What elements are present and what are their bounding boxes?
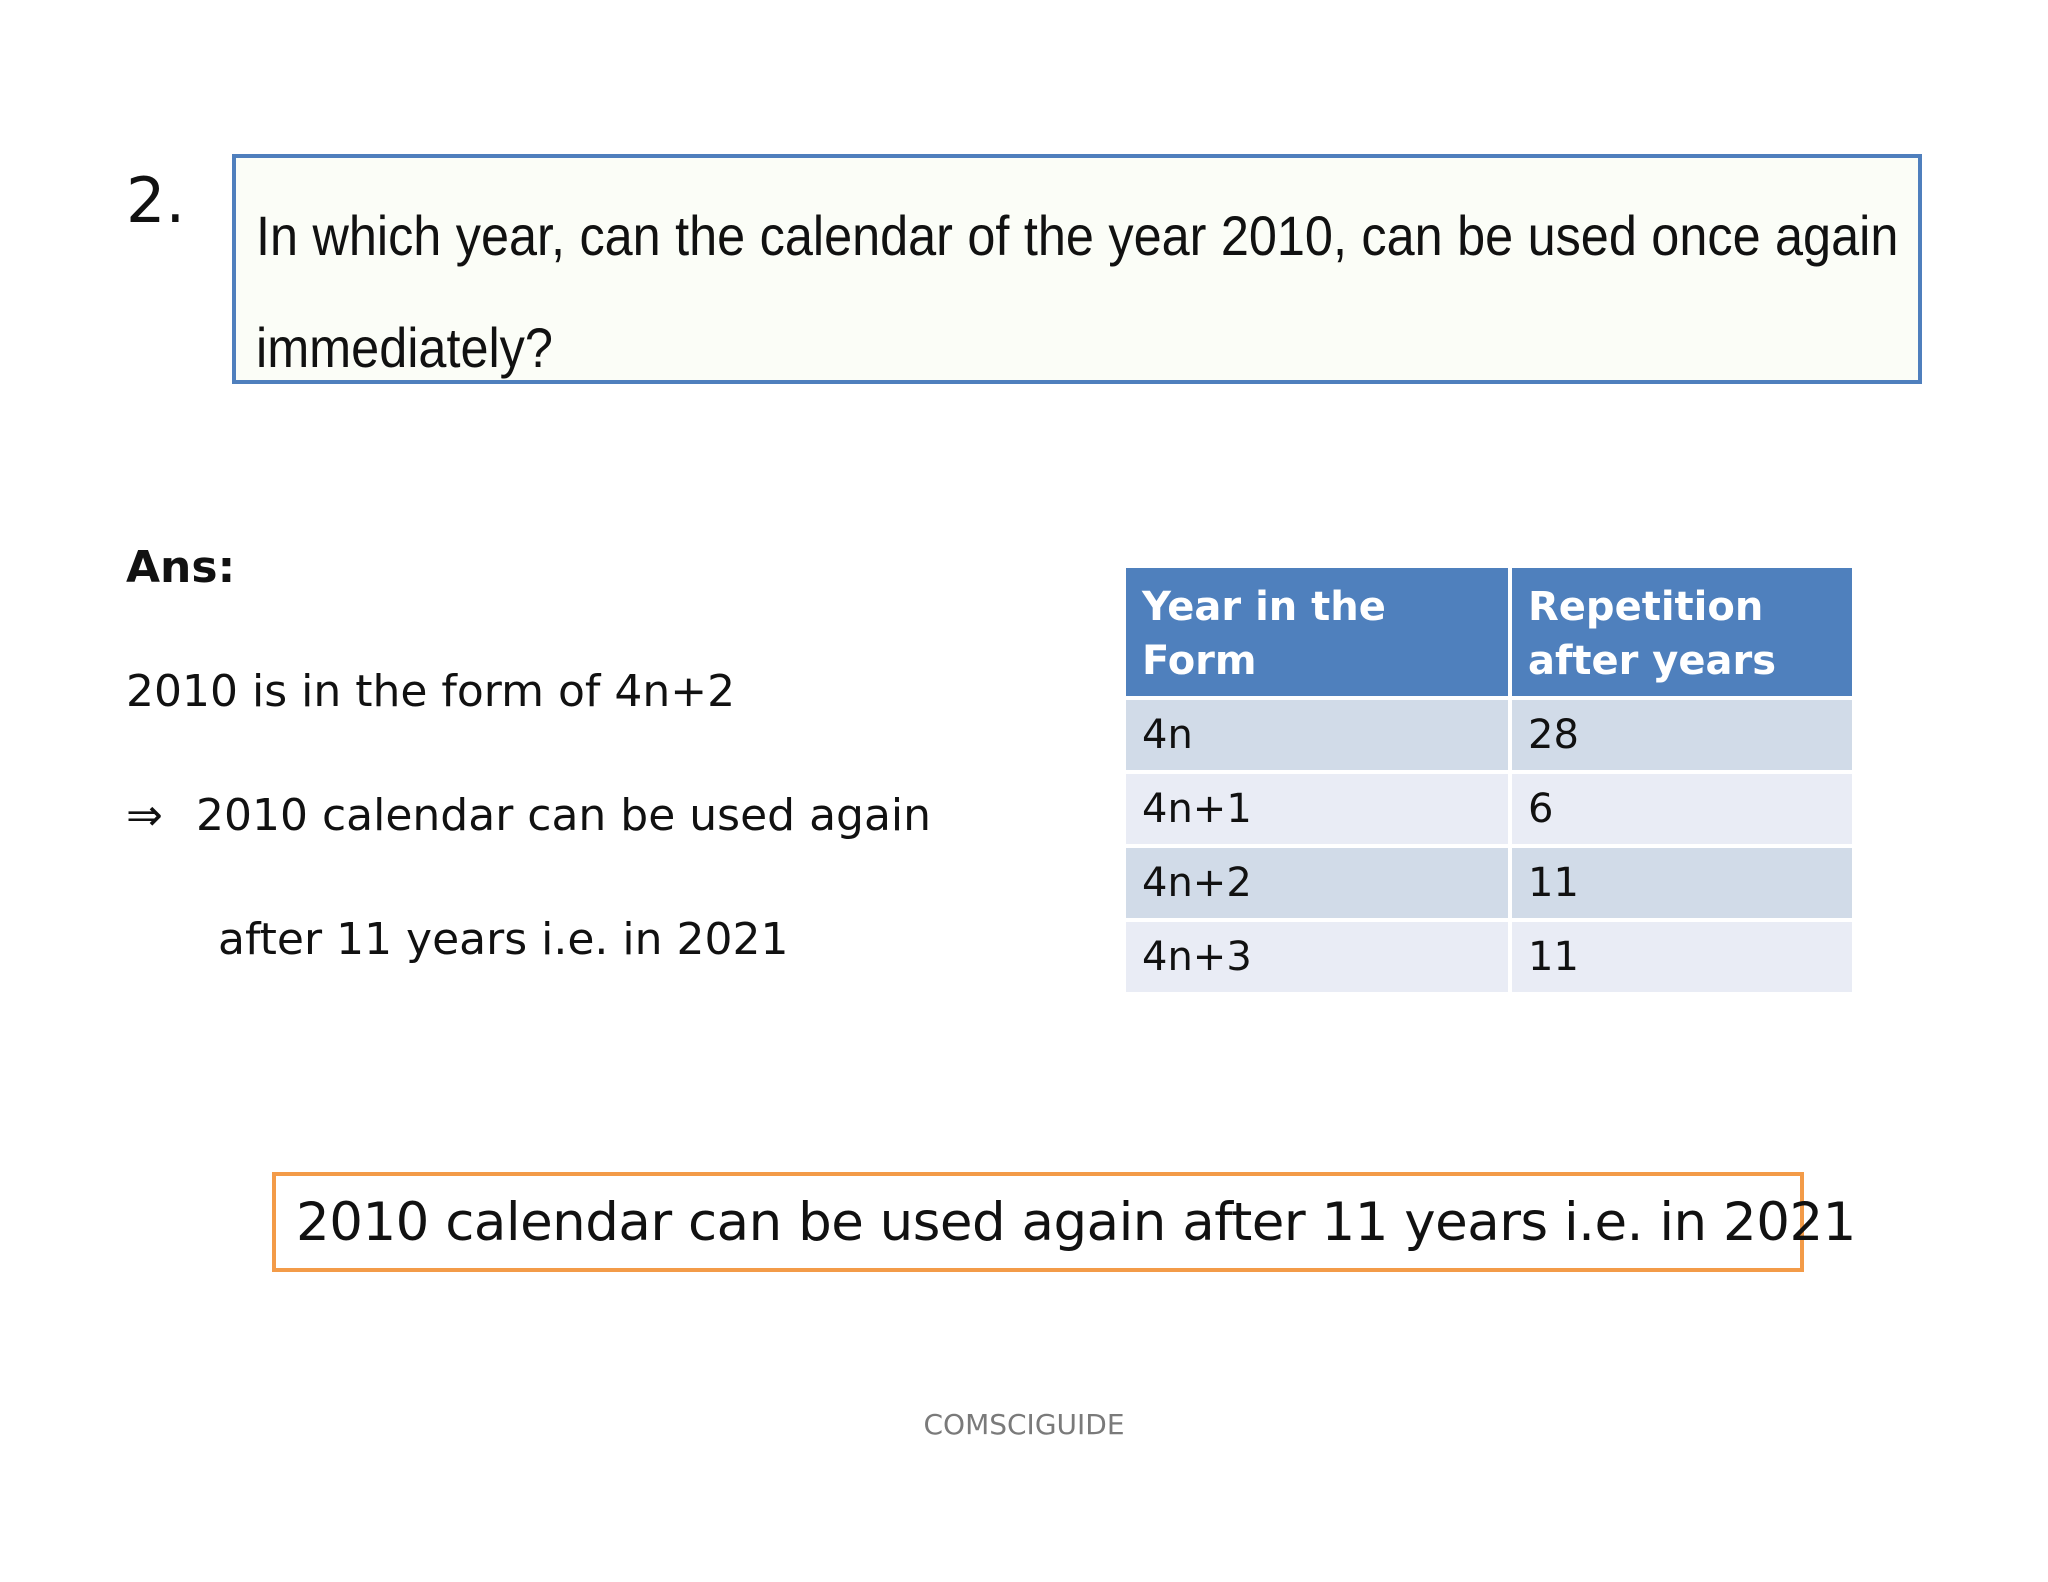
table-cell-form: 4n: [1126, 700, 1508, 770]
answer-line-form: 2010 is in the form of 4n+2: [126, 666, 736, 717]
table-cell-repetition: 11: [1512, 848, 1852, 918]
table-cell-form: 4n+2: [1126, 848, 1508, 918]
conclusion-box: [272, 1172, 1856, 1272]
footer-watermark: COMSCIGUIDE: [923, 1408, 1125, 1441]
table-cell-repetition: 28: [1512, 700, 1852, 770]
table-cell-repetition: 6: [1512, 774, 1852, 844]
implies-icon: ⇒: [126, 790, 163, 841]
table-row: [1126, 848, 1852, 918]
table-row: [1126, 774, 1852, 844]
answer-line-implication: [126, 790, 931, 841]
question-number: 2.: [126, 164, 186, 237]
table-header-row: [1126, 568, 1852, 696]
repetition-table: [1122, 564, 1856, 996]
question-box: [232, 154, 1922, 384]
table-cell-repetition: 11: [1512, 922, 1852, 992]
answer-line-implication-text: 2010 calendar can be used again: [196, 790, 932, 841]
table-cell-form: 4n+3: [1126, 922, 1508, 992]
question-text: In which year, can the calendar of the year 2010, can be used once again immediately?: [256, 204, 1899, 379]
table-cell-form: 4n+1: [1126, 774, 1508, 844]
table-row: [1126, 700, 1852, 770]
table-row: [1126, 922, 1852, 992]
answer-label: Ans:: [126, 542, 236, 593]
conclusion-text: 2010 calendar can be used again after 11 years i.e. in 2021: [296, 1191, 1856, 1253]
table-header-year-form: Year in the Form: [1126, 568, 1508, 696]
table-header-repetition: Repetition after years: [1512, 568, 1852, 696]
answer-line-result: after 11 years i.e. in 2021: [218, 914, 789, 965]
